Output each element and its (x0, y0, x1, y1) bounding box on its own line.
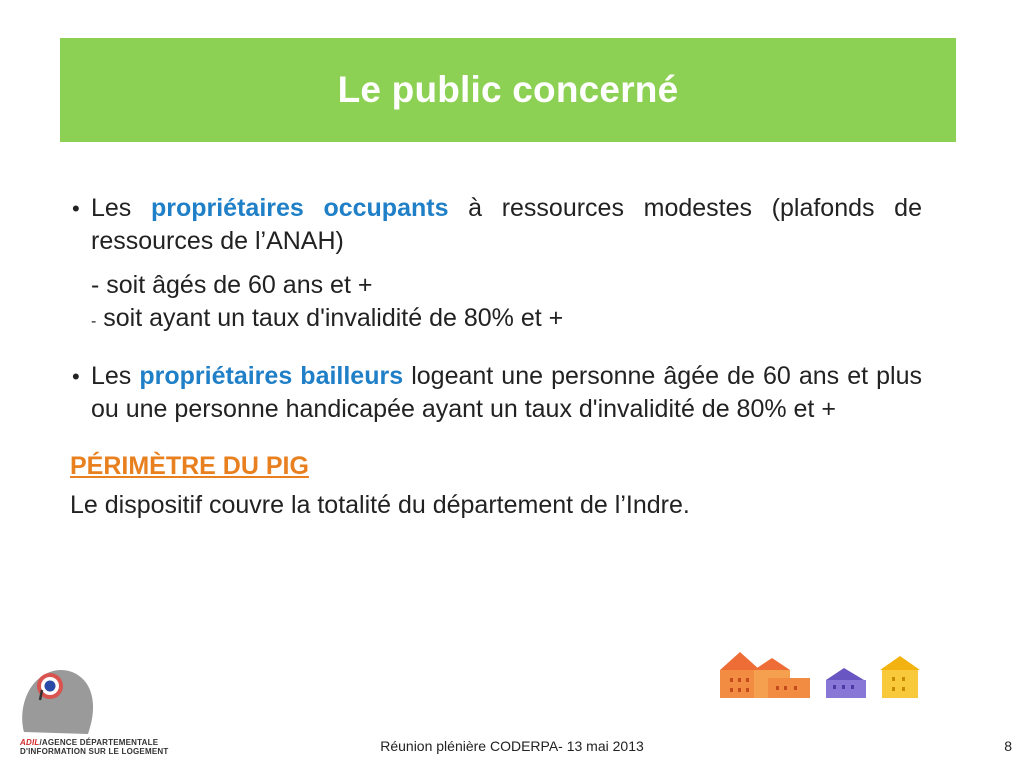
bullet1-pre: Les (91, 194, 132, 222)
footer-text: Réunion plénière CODERPA- 13 mai 2013 (380, 738, 644, 754)
house-purple-icon (826, 668, 866, 698)
houses-illustration (718, 648, 928, 704)
title-bar (60, 38, 956, 142)
section-text: Le dispositif couvre la totalité du département de l’Indre. (70, 491, 690, 519)
house-orange-icon (720, 652, 810, 698)
bullet2-pre: Les (91, 362, 132, 390)
house-yellow-icon (880, 656, 920, 698)
slide-content (70, 192, 922, 522)
bullet-proprietaires-occupants (70, 192, 922, 258)
sub-item-invalidity-text: soit ayant un taux d'invalidité de 80% et + (103, 304, 564, 332)
sub-item-age: - soit âgés de 60 ans et + (91, 271, 373, 299)
page-number: 8 (1004, 738, 1012, 754)
logo-line1: /AGENCE DÉPARTEMENTALE (39, 738, 159, 747)
sub-item-invalidity (70, 302, 922, 338)
bullet-icon: • (72, 196, 80, 221)
bullet-proprietaires-bailleurs (70, 360, 922, 426)
bullet1-post: à ressources modestes (plafonds de ressources de l’ANAH) (91, 194, 922, 255)
bullet-icon: • (72, 364, 80, 389)
slide-title: Le public concerné (337, 69, 679, 110)
logo-brand: ADIL (20, 738, 40, 747)
bullet2-highlight: propriétaires bailleurs (139, 362, 404, 390)
sub-dash: - (91, 313, 97, 330)
bullet1-highlight: propriétaires occupants (150, 194, 449, 222)
section-heading-perimetre: PÉRIMÈTRE DU PIG (70, 452, 309, 480)
logo-line2: D'INFORMATION SUR LE LOGEMENT (20, 747, 169, 756)
bullet2-post: logeant une personne âgée de 60 ans et plus ou une personne handicapée ayant un taux d'invalidité de 80% et + (91, 362, 922, 423)
